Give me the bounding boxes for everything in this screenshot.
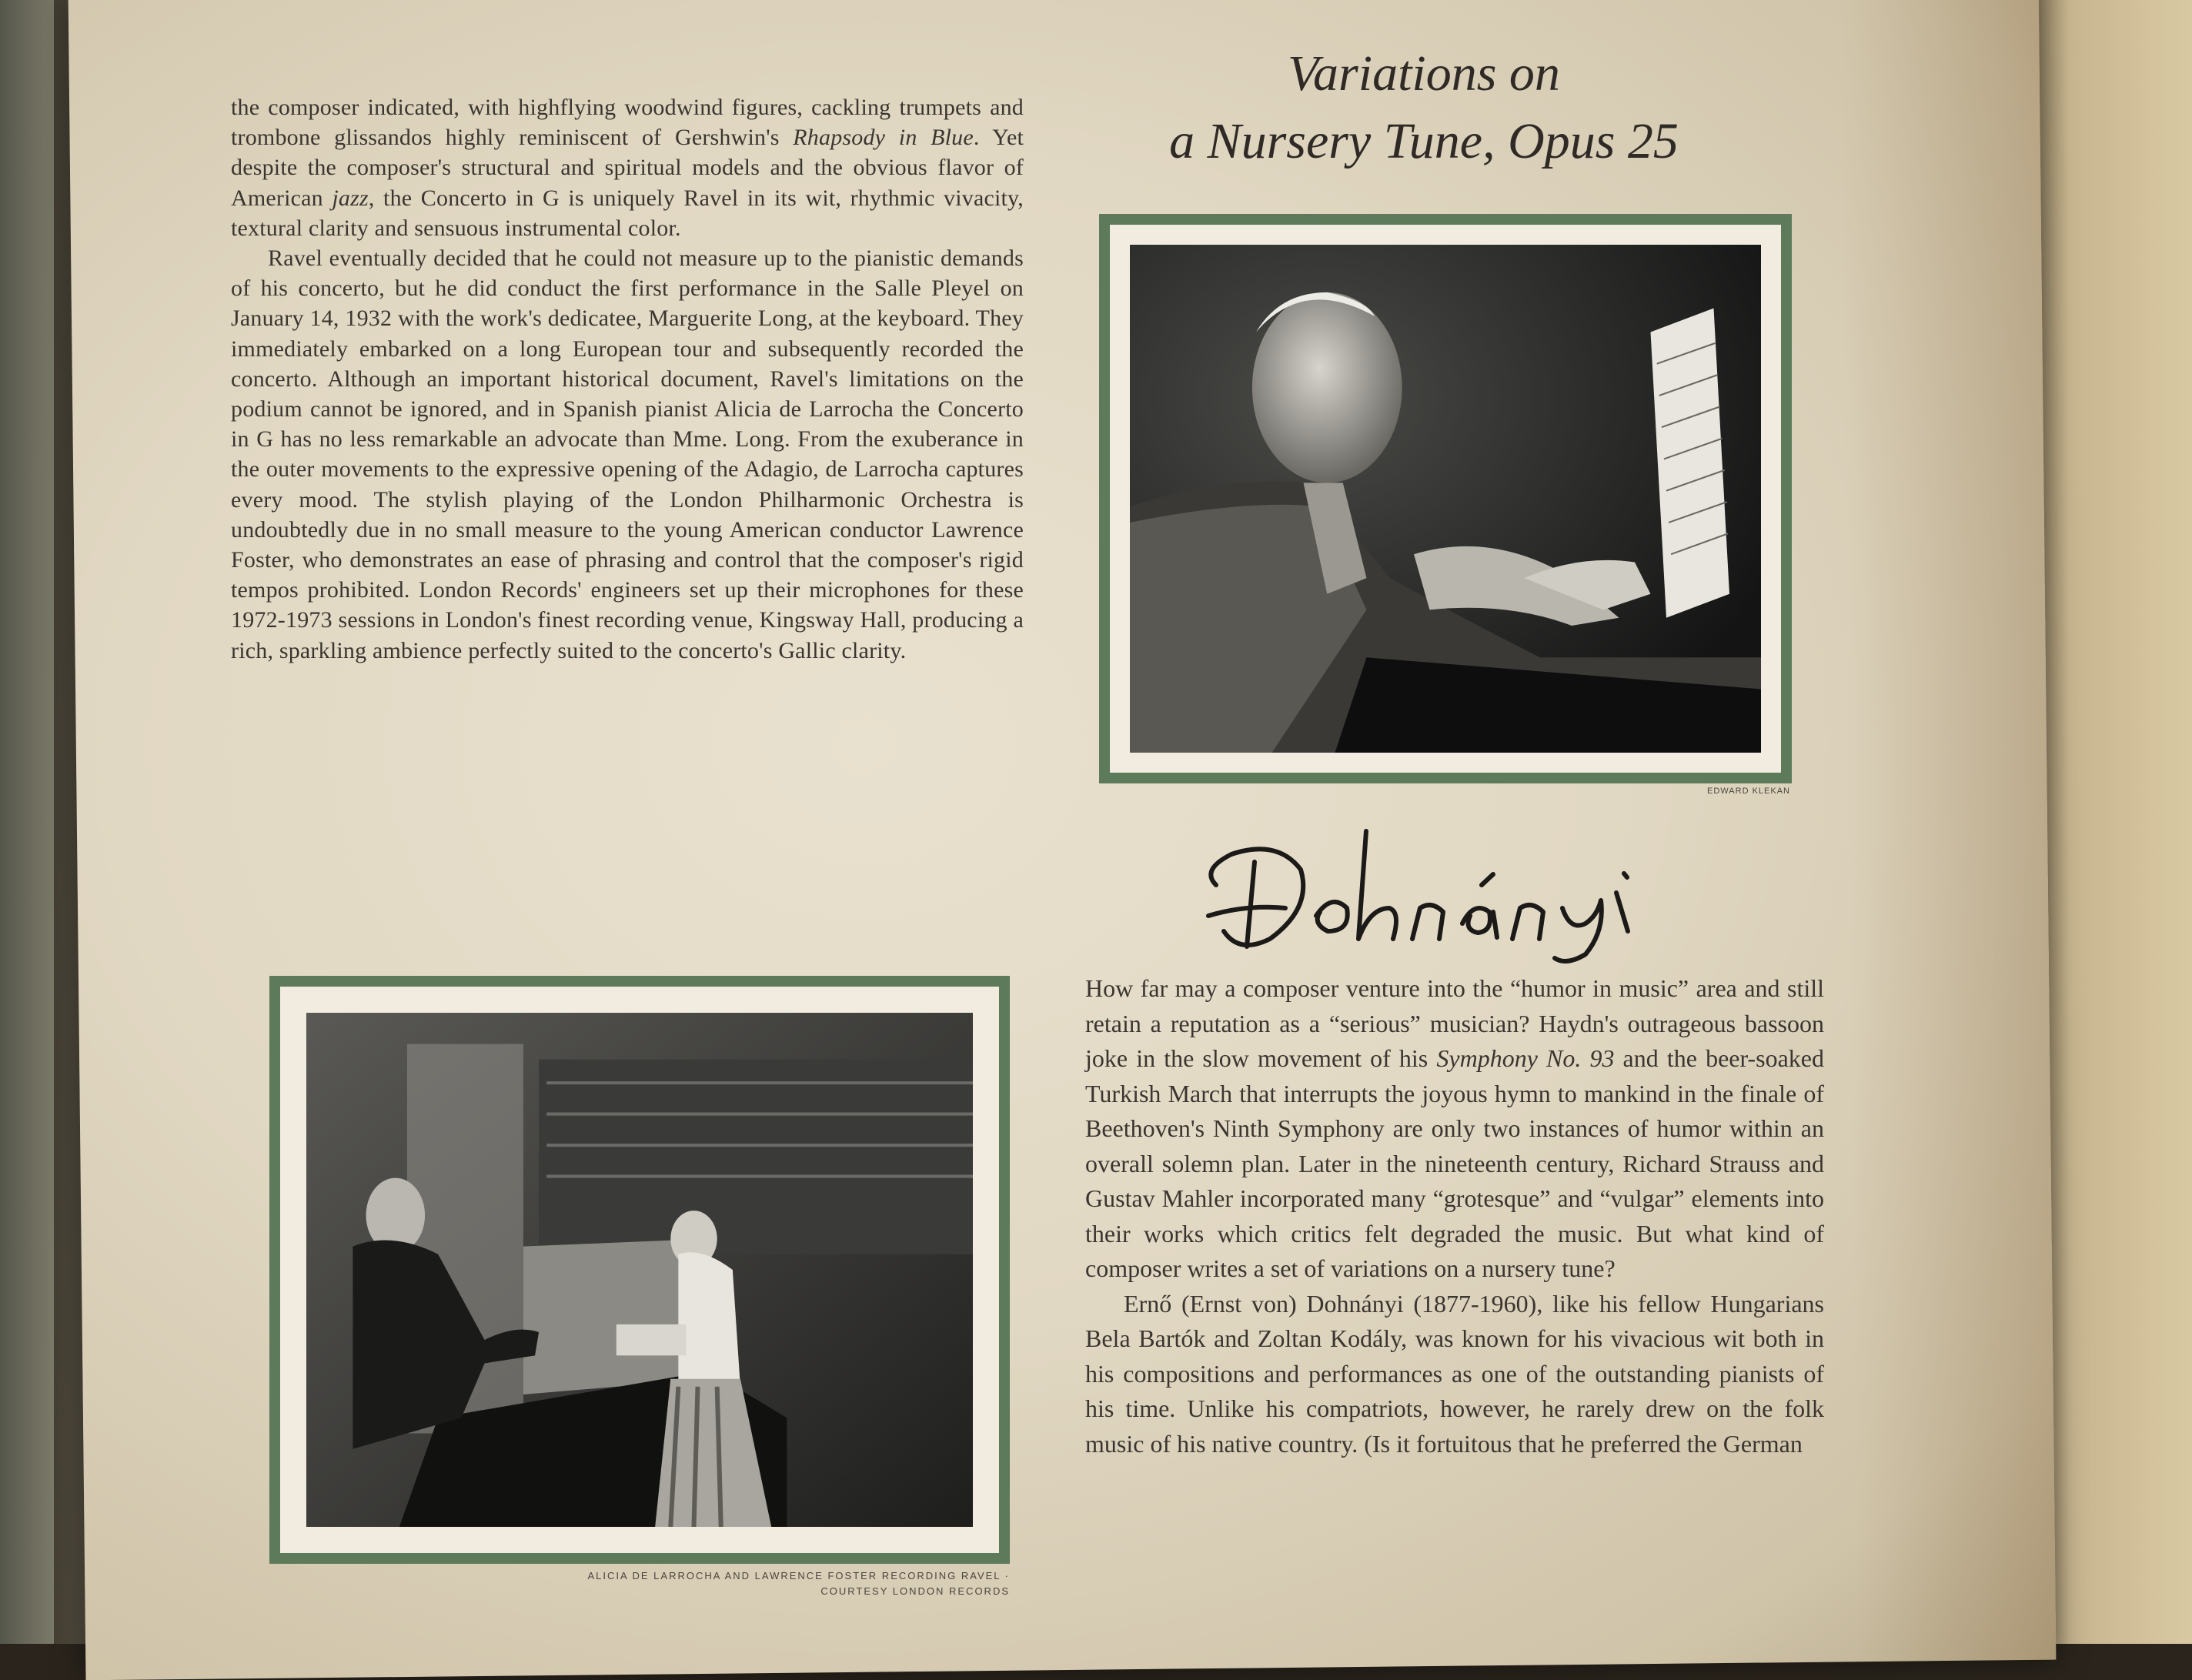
right-paragraph-1: How far may a composer venture into the “humor in music” area and still retain a reputation as a “serious” musician? Haydn's outrageous bassoon joke in the slow movement of his Symphony No. 93 and the beer-soaked Turkish March that interrupts the joyous hymn to mankind in the finale of Beethoven's Ninth Symphony are only two instances of humor within an overall solemn plan. Later in the nineteenth century, Richard Strauss and Gustav Mahler incorporated many “grotesque” and “vulgar” elements into their works which critics felt degraded the music. But what kind of composer writes a set of variations on a nursery tune? bbox=[1085, 974, 1825, 1282]
dohnanyi-photo-frame bbox=[1099, 214, 1792, 783]
left-text-column bbox=[231, 92, 1024, 666]
rhapsody-title: Rhapsody in Blue bbox=[793, 125, 974, 151]
signature-image bbox=[1185, 800, 1709, 970]
recording-photo-image bbox=[306, 1013, 973, 1527]
right-text-column bbox=[1085, 971, 1824, 1461]
caption-line-1: ALICIA DE LARROCHA AND LAWRENCE FOSTER RECORDING RAVEL · bbox=[587, 1570, 1010, 1581]
recording-photo-caption bbox=[385, 1568, 1010, 1599]
page-shading bbox=[1838, 0, 2056, 1662]
left-paragraph-1: the composer indicated, with highflying woodwind figures, cackling trumpets and trombone glissandos highly reminiscent of Gershwin's Rhapsody in Blue. Yet despite the composer's structural and spiritual models and the obvious flavor of American jazz, the Concerto in G is uniquely Ravel in its wit, rhythmic vivacity, textural clarity and sensuous instrumental color. bbox=[231, 95, 1024, 241]
caption-line-2: COURTESY LONDON RECORDS bbox=[820, 1585, 1010, 1597]
left-paragraph-2: Ravel eventually decided that he could not measure up to the pianistic demands of his concerto, but he did conduct the first performance in the Salle Pleyel on January 14, 1932 with the work's dedicatee, Marguerite Long, at the keyboard. They immediately embarked on a long European tour and subsequently recorded the concerto. Although an important historical document, Ravel's limitations on the podium cannot be ignored, and in Spanish pianist Alicia de Larrocha the Concerto in G has no less remarkable an advocate than Mme. Long. From the exuberance in the outer movements to the expressive opening of the Adagio, de Larrocha captures every mood. The stylish playing of the London Philharmonic Orchestra is undoubtedly due in no small measure to the young American conductor Lawrence Foster, who demonstrates an ease of phrasing and control that the composer's rigid tempos prohibited. London Records' engineers set up their microphones for these 1972-1973 sessions in London's finest recording venue, Kingsway Hall, producing a rich, sparkling ambience perfectly suited to the concerto's Gallic clarity. bbox=[231, 245, 1024, 663]
jazz-word: jazz bbox=[332, 185, 369, 211]
symphony-title: Symphony No. 93 bbox=[1436, 1044, 1615, 1072]
title-line-2: a Nursery Tune, Opus 25 bbox=[1169, 113, 1679, 169]
dohnanyi-photo bbox=[1130, 245, 1761, 753]
dohnanyi-photo-image bbox=[1130, 245, 1761, 753]
album-spine-strip bbox=[0, 0, 54, 1644]
recording-session-photo bbox=[306, 1013, 973, 1527]
right-paragraph-2: Ernő (Ernst von) Dohnányi (1877-1960), like his fellow Hungarians Bela Bartók and Zoltan Kodály, was known for his vivacious wit both in his compositions and performances as one of the outstanding pianists of his time. Unlike his compatriots, however, he rarely drew on the folk music of his native country. (Is it fortuitous that he preferred the German bbox=[1085, 1289, 1824, 1458]
dohnanyi-signature bbox=[1185, 800, 1709, 970]
photo-credit: EDWARD KLEKAN bbox=[1707, 787, 1790, 796]
recording-photo-frame bbox=[269, 976, 1010, 1564]
title-line-1: Variations on bbox=[1288, 45, 1560, 102]
section-title bbox=[1078, 40, 1770, 175]
